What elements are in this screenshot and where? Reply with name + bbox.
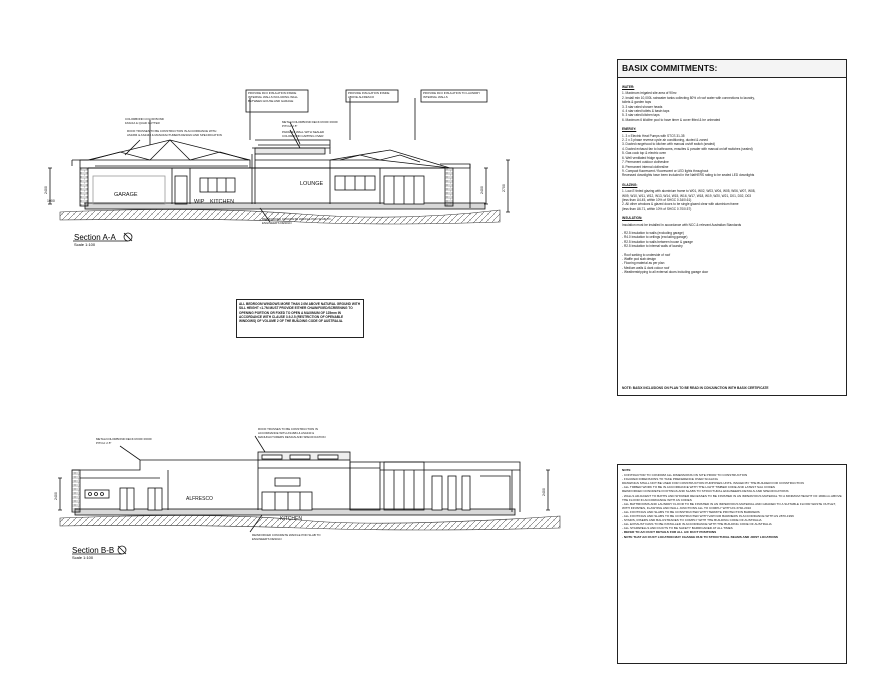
note-item: - STAIRS, RISERS AND BALUSTRADES TO COMPLY WITH THE BUILDING CODE OF AUSTRALIA (622, 518, 762, 523)
callout-a-parapet: PARAPET WALL WITH SEALED COLORBOND CAPPING OVER (282, 130, 325, 138)
note-item: - ALL FOOTINGS AND SLABS TO BE CONSTRUCTED WITH TERMITE PROTECTION BARRIERS (622, 509, 760, 514)
notes-body (618, 465, 846, 542)
callout-a-deck-roof: METAL/COLORBOND DECK ROOF ROOF PITCH: 2.5° (282, 120, 338, 128)
section-a-scale: Scale 1:100 (74, 242, 96, 247)
basix-energy-item: 9. Compact fluorescent / fluorescent or LED lights throughout (622, 168, 709, 173)
note-item: - NOTE THAT A/C DUCT LOCATION MAY CHANGE DUE TO STRUCTURAL BEAMS AND JOIST LOCATIONS (622, 534, 778, 539)
basix-water-item: 2. Install min 10,000L rainwater tanks collecting 80% of roof water with connections to laundry, (622, 95, 755, 100)
basix-energy-item: 1. 3 x Electric Heat Pumps with STCS 31-35 (622, 133, 685, 138)
basix-water-item: 5. 3 star rated kitchen taps (622, 113, 660, 118)
note-item: - ALL BATHROOMS AND LAUNDRY FLOOR TO BE FINISHED IN AN IMPERVIOUS MATERIAL AND GRADED TO A SUITABLE FLOOR WASTE OUTLET, WITH FINISHES, FLASHING AND WALL JUNCTIONS ALL TO COMPLY WITH AS 3740-2010 (622, 501, 836, 510)
section-b-ground (60, 515, 560, 530)
level-a-mid: 2400 (480, 186, 484, 194)
basix-energy-item: 5. Gas cook top & electric oven (622, 151, 667, 156)
note-item: - ALL TIMBER WORK TO BE IN ACCORDANCE WITH THE LIGHT TIMBER CODE AND LATEST SAA CODES (622, 485, 775, 490)
basix-glazing-item: W09, W10, W11, W12, W13, W14, W15, W16, W17, W18, W19, W20, W21, D01, D02, D03 (622, 193, 752, 198)
basix-insulation-item: - R4.0 insulation to ceilings (excluding garage) (622, 235, 688, 240)
callout-a-laundry: PROVIDE R3.0 INSULATION TO LAUNDRY INTERNAL WALLS (423, 91, 481, 99)
basix-insulation-item: Insulation must be installed in accordance with NCC & relevant Australian Standards (622, 222, 742, 227)
section-b-scale: Scale 1:100 (72, 555, 94, 560)
room-kitchen-b: KITCHEN (280, 516, 302, 522)
basix-panel (617, 59, 847, 396)
basix-insulation-item: - Waffle pod slab design (622, 257, 657, 261)
basix-glazing-head: GLAZING: (622, 182, 638, 187)
notes-panel (617, 464, 847, 664)
bedroom-window-note: ALL BEDROOM WINDOWS MORE THAN 2.0M ABOVE NATURAL GROUND WITH SILL HEIGHT <1.7M MUST PROVIDE EITHER CHAIN/FIXED/SCREENING TO OPENING PORTION OR FIXED TO OPEN A MAXIMUM OF 125mm IN ACCORDANCE WITH CLAUSE 3.9.2.5 (RESTRICTION OF OPENABLE WINDOWS) OF VOLUME 2 OF THE BUILDING CODE OF AUSTRALIA. (236, 299, 364, 338)
basix-energy-item: 4. Ducted exhaust fan to bathrooms, ensuites & powder with manual on/off switches (sealed) (622, 146, 753, 151)
basix-water-item: 1. Maximum irrigated site area of 90m² (622, 91, 677, 96)
level-b-right: 2400 (542, 488, 546, 496)
note-item: - WALLS ADJACENT TO BATHS AND SHOWER RECESSES TO BE FINISHED IN AN IMPERVIOUS MATERIAL TO A MINIMUM HEIGHT OF 1800mm ABOVE THE FLOOR IN ACCORDANCE WITH AS CODES (622, 493, 842, 502)
level-a-right: 2700 (502, 184, 506, 192)
room-kitchen: KITCHEN (210, 199, 235, 205)
basix-insulation-head: INSULATION: (622, 216, 643, 221)
note-item: - ALL EXHAUST FANS TO BE INSTALLED IN ACCORDANCE WITH THE BUILDING CODE OF AUSTRALIA (622, 522, 772, 527)
room-lounge: LOUNGE (300, 181, 324, 187)
note-item: - REFER TO A/C DUCT DETAILS FOR ALL A/C DUCT POSITIONS (622, 530, 717, 535)
level-a-gnd: 1000 (47, 199, 55, 203)
callout-a-trusses: ROOF TRUSSES TO BE CONSTRUCTION IN ACCORDANCE WITH AS1684 & AS4440 & MANUFACTURERS DESIGN AND SPECIFICATION (127, 129, 222, 137)
basix-insulation-item: - Weatherstripping to all external doors including garage door (622, 270, 709, 275)
basix-glazing-item: (less than U4.45, within 10% of SHGC 0.34/0.61) (622, 197, 692, 202)
basix-energy-item: Recessed downlights have been included in the NatHERS rating to be sealed LED downlights (622, 173, 755, 178)
note-item: - CONTRACTOR TO CONFIRM ALL DIMENSIONS ON SITE PRIOR TO CONSTRUCTION (622, 473, 748, 478)
basix-glazing-item: 1. Low-E tinted glazing with aluminium frame to W01, W02, W03, W04, W05, W06, W07, W08, (622, 189, 756, 194)
section-b-title: Section B-B (72, 546, 115, 555)
basix-energy-head: ENERGY: (622, 127, 637, 132)
basix-footer: NOTE: BASIX INCLUSIONS ON PLAN TO BE READ IN CONJUNCTION WITH BASIX CERTIFICATE (622, 386, 769, 390)
callout-a-fascia: COLORBOND COLOR BOND FASCIA & QUAD GUTTER (125, 117, 164, 125)
basix-water-item: 3. 3 star rated shower heads (622, 104, 663, 109)
basix-insulation-item: - Medium walls & dark colour roof (622, 265, 670, 270)
basix-insulation-item: - R2.5 insulation to walls between house & garage (622, 239, 693, 244)
callout-b-slab: REINFORCED CONCRETE WAFFLE POD SLAB TO ENGINEER'S DESIGN (252, 533, 321, 541)
note-item: REINFORCED CONCRETE FOOTINGS AND SLABS TO STRUCTURAL ENGINEERS DETAILS AND SPECIFICATIONS (622, 489, 789, 494)
level-b-left: 2400 (54, 492, 58, 500)
note-item: - FIGURED DIMENSIONS TO TAKE PREFERENCE OVER SCALING (622, 477, 719, 482)
basix-insulation-item: - R2.5 insulation to internal walls of laundry (622, 244, 683, 249)
basix-energy-item: 2. 2 x 3 phase reverse cycle air conditioning, ducted & zoned (622, 138, 708, 143)
basix-water-item: toilets & garden taps (622, 100, 652, 105)
note-item: DRAWINGS SHALL NOT BE USED FOR CONSTRUCTION PURPOSES UNTIL ISSUED BY THE BUILDER FOR CONSTRUCTION (622, 481, 804, 486)
note-item: - ALL STAIRWELLS AND DUCTS TO BE SAFETY BARRICADED AT ALL TIMES (622, 526, 733, 531)
basix-insulation-item: - R2.5 insulation to walls (excluding garage) (622, 230, 684, 235)
basix-glazing-item: 2. All other windows & glazed doors to be single glazed clear with aluminium frame (622, 202, 739, 207)
basix-title: BASIX COMMITMENTS: (618, 60, 846, 78)
section-a-title: Section A-A (74, 233, 116, 242)
basix-energy-item: 8. Permanent internal clothesline (622, 164, 669, 169)
basix-energy-item: 6. Well ventilated fridge space (622, 155, 665, 160)
basix-energy-item: 3. Ducted rangehood to kitchen with manual on/off switch (sealed) (622, 142, 716, 147)
level-a-left: 2400 (44, 186, 48, 194)
basix-water-item: 6. Maximum 6 kilolitre pool to have timer & cover fitted & be unheated (622, 117, 721, 122)
basix-insulation-item: - Roof sarking to underside of roof (622, 252, 671, 257)
room-alfresco: ALFRESCO (186, 496, 213, 502)
room-garage: GARAGE (114, 192, 138, 198)
note-item: - ALL FOOTINGS AND SLABS TO BE CONSTRUCTED WITH VAPOUR BARRIERS IN ACCORDANCE WITH AS 2870-1996 (622, 514, 794, 519)
basix-water-item: 4. 4 star rated toilets & basin taps (622, 109, 670, 114)
notes-title: NOTE (622, 468, 631, 472)
callout-b-trusses: ROOF TRUSSES TO BE CONSTRUCTION IN ACCORDANCE WITH AS1684 & AS4440 & MANUFACTURERS DESIGN AND SPECIFICATION (258, 427, 326, 439)
callout-a-internal-walls: PROVIDE R3.0 INSULATION INSIDE INTERNAL WALLS INCLUDING WALL BETWEEN HOUSE AND GARAGE (248, 91, 298, 103)
callout-a-slab: REINFORCED CONCRETE WAFFLE POD SLAB TO ENGINEER'S DESIGN (262, 217, 331, 225)
basix-energy-item: 7. Permanent outdoor clothesline (622, 160, 669, 165)
basix-water-head: WATER: (622, 85, 635, 89)
room-wip: WIP (194, 199, 205, 205)
basix-glazing-item: (less than U6.71, within 10% of SHGC 0.70/0.57) (622, 206, 692, 211)
callout-a-alfresco: PROVIDE INSULATION INSIDE ABOVE ALFRESCO (348, 91, 390, 99)
basix-body (618, 78, 846, 277)
callout-b-deck-roof: METAL/COLORBOND DECK ROOF ROOF PITCH: 2.5° (96, 437, 152, 445)
basix-insulation-item: - Flooring material as per plan (622, 261, 665, 266)
